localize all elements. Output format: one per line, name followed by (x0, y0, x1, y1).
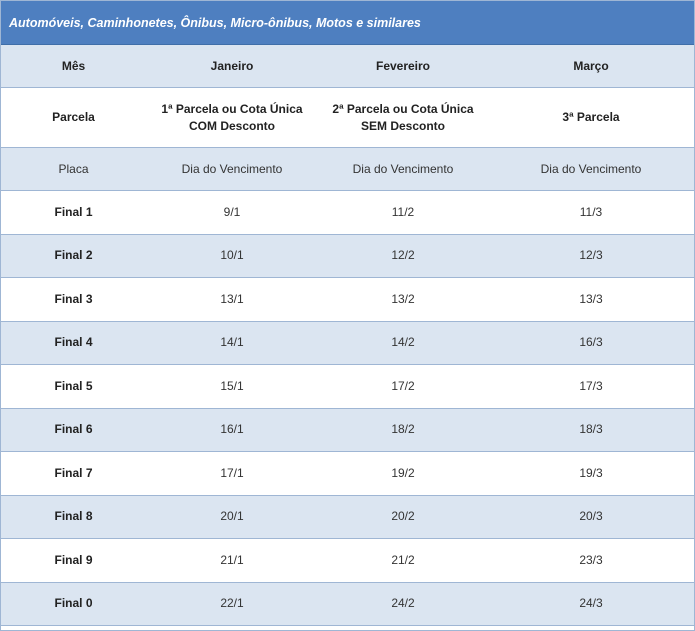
month-january: Janeiro (146, 45, 318, 88)
table-row (1, 452, 694, 496)
due-date-jan: 13/1 (146, 278, 318, 322)
due-date-mar: 19/3 (488, 452, 694, 496)
vencimento-label-mar: Dia do Vencimento (488, 148, 694, 191)
plate-final: Final 9 (1, 539, 146, 583)
due-date-feb: 17/2 (318, 365, 488, 409)
parcela-label: Parcela (1, 88, 146, 148)
due-date-mar: 24/3 (488, 582, 694, 626)
due-date-feb: 13/2 (318, 278, 488, 322)
due-date-jan: 16/1 (146, 408, 318, 452)
plate-final: Final 4 (1, 321, 146, 365)
parcela-1-line1: 1ª Parcela ou Cota Única (161, 101, 303, 116)
parcela-2-line2: SEM Desconto (360, 118, 445, 133)
mes-label: Mês (1, 45, 146, 88)
due-date-jan: 20/1 (146, 495, 318, 539)
due-date-jan: 14/1 (146, 321, 318, 365)
table-row (1, 408, 694, 452)
parcela-header-row (1, 88, 694, 148)
placa-header-row (1, 148, 694, 191)
due-date-mar: 20/3 (488, 495, 694, 539)
plate-final: Final 7 (1, 452, 146, 496)
due-date-feb: 21/2 (318, 539, 488, 583)
plate-final: Final 8 (1, 495, 146, 539)
table-row (1, 539, 694, 583)
plate-final: Final 3 (1, 278, 146, 322)
vencimento-label-jan: Dia do Vencimento (146, 148, 318, 191)
table-row (1, 191, 694, 235)
due-date-mar: 17/3 (488, 365, 694, 409)
placa-label: Placa (1, 148, 146, 191)
parcela-2-line1: 2ª Parcela ou Cota Única (332, 101, 474, 116)
due-date-jan: 10/1 (146, 234, 318, 278)
schedule-table (1, 45, 694, 626)
due-date-jan: 9/1 (146, 191, 318, 235)
due-date-feb: 14/2 (318, 321, 488, 365)
due-date-jan: 22/1 (146, 582, 318, 626)
plate-final: Final 2 (1, 234, 146, 278)
table-row (1, 278, 694, 322)
plate-final: Final 6 (1, 408, 146, 452)
table-title: Automóveis, Caminhonetes, Ônibus, Micro-ônibus, Motos e similares (1, 1, 694, 45)
table-row (1, 495, 694, 539)
plate-final: Final 5 (1, 365, 146, 409)
table-row (1, 234, 694, 278)
due-date-feb: 20/2 (318, 495, 488, 539)
due-date-feb: 11/2 (318, 191, 488, 235)
vencimento-label-feb: Dia do Vencimento (318, 148, 488, 191)
parcela-3: 3ª Parcela (488, 88, 694, 148)
table-row (1, 321, 694, 365)
due-date-mar: 16/3 (488, 321, 694, 365)
month-header-row (1, 45, 694, 88)
month-march: Março (488, 45, 694, 88)
due-date-mar: 11/3 (488, 191, 694, 235)
table-row (1, 365, 694, 409)
due-date-feb: 18/2 (318, 408, 488, 452)
due-date-jan: 21/1 (146, 539, 318, 583)
parcela-1-line2: COM Desconto (188, 118, 275, 133)
due-date-mar: 13/3 (488, 278, 694, 322)
plate-final: Final 1 (1, 191, 146, 235)
parcela-1 (146, 88, 318, 148)
due-date-feb: 24/2 (318, 582, 488, 626)
due-date-feb: 12/2 (318, 234, 488, 278)
month-february: Fevereiro (318, 45, 488, 88)
due-date-mar: 12/3 (488, 234, 694, 278)
due-date-mar: 23/3 (488, 539, 694, 583)
parcela-2 (318, 88, 488, 148)
table-row (1, 582, 694, 626)
due-date-jan: 15/1 (146, 365, 318, 409)
due-date-feb: 19/2 (318, 452, 488, 496)
due-date-jan: 17/1 (146, 452, 318, 496)
due-date-mar: 18/3 (488, 408, 694, 452)
plate-final: Final 0 (1, 582, 146, 626)
